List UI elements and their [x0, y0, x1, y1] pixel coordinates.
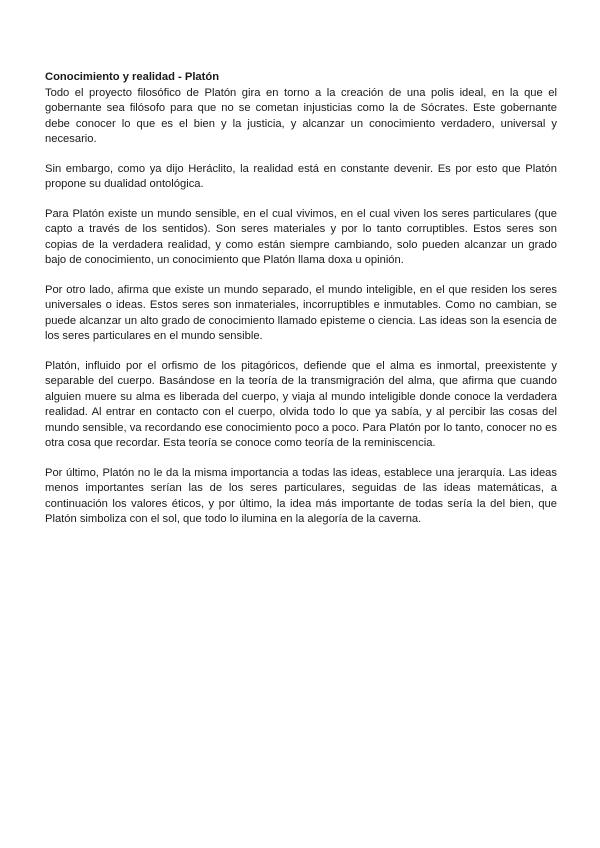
paragraph-reminiscence: Platón, influido por el orfismo de los pitagóricos, defiende que el alma es inmortal, preexistente y separable del cuerpo. Basándose en la teoría de la transmigración del alma, que afirma que cuando alguien muere su alma es liberada del cuerpo, y viaja al mundo inteligible donde conoce la verdadera realidad. Al entrar en contacto con el cuerpo, olvida todo lo que ya sabía, y al percibir las cosas del mundo sensible, va recordando ese conocimiento poco a poco. Para Platón por lo tanto, conocer no es otra cosa que recordar. Esta teoría se conoce como teoría de la reminiscencia. — [45, 359, 557, 449]
paragraph-intro: Todo el proyecto filosófico de Platón gira en torno a la creación de una polis ideal, en la que el gobernante sea filósofo para que no se cometan injusticias como la de Sócrates. Este gobernante debe conocer lo que es el bien y la justicia, y alcanzar un conocimiento verdadero, universal y necesario. — [45, 86, 557, 145]
document-title: Conocimiento y realidad - Platón — [45, 71, 220, 83]
paragraph-heraclitus: Sin embargo, como ya dijo Heráclito, la realidad está en constante devenir. Es por esto que Platón propone su dualidad ontológica. — [45, 162, 557, 190]
paragraph-intelligible-world: Por otro lado, afirma que existe un mundo separado, el mundo inteligible, en el que residen los seres universales o ideas. Estos seres son inmateriales, incorruptibles e inmutables. Como no cambian, se puede alcanzar un alto grado de conocimiento llamado episteme o ciencia. Las ideas son la esencia de los seres particulares en el mundo sensible. — [45, 283, 557, 342]
document-page — [45, 70, 557, 542]
paragraph-sensible-world: Para Platón existe un mundo sensible, en el cual vivimos, en el cual viven los seres particulares (que capto a través de los sentidos). Son seres materiales y por lo tanto corruptibles. Estos seres son copias de la verdadera realidad, y como están siempre cambiando, solo pueden alcanzar un grado bajo de conocimiento, un conocimiento que Platón llama doxa u opinión. — [45, 207, 557, 266]
paragraph-hierarchy: Por último, Platón no le da la misma importancia a todas las ideas, establece una jerarquía. Las ideas menos importantes serían las de los seres particulares, seguidas de las ideas matemáticas, a continuación los valores éticos, y por último, la idea más importante de todas sería la del bien, que Platón simboliza con el sol, que todo lo ilumina en la alegoría de la caverna. — [45, 466, 557, 525]
